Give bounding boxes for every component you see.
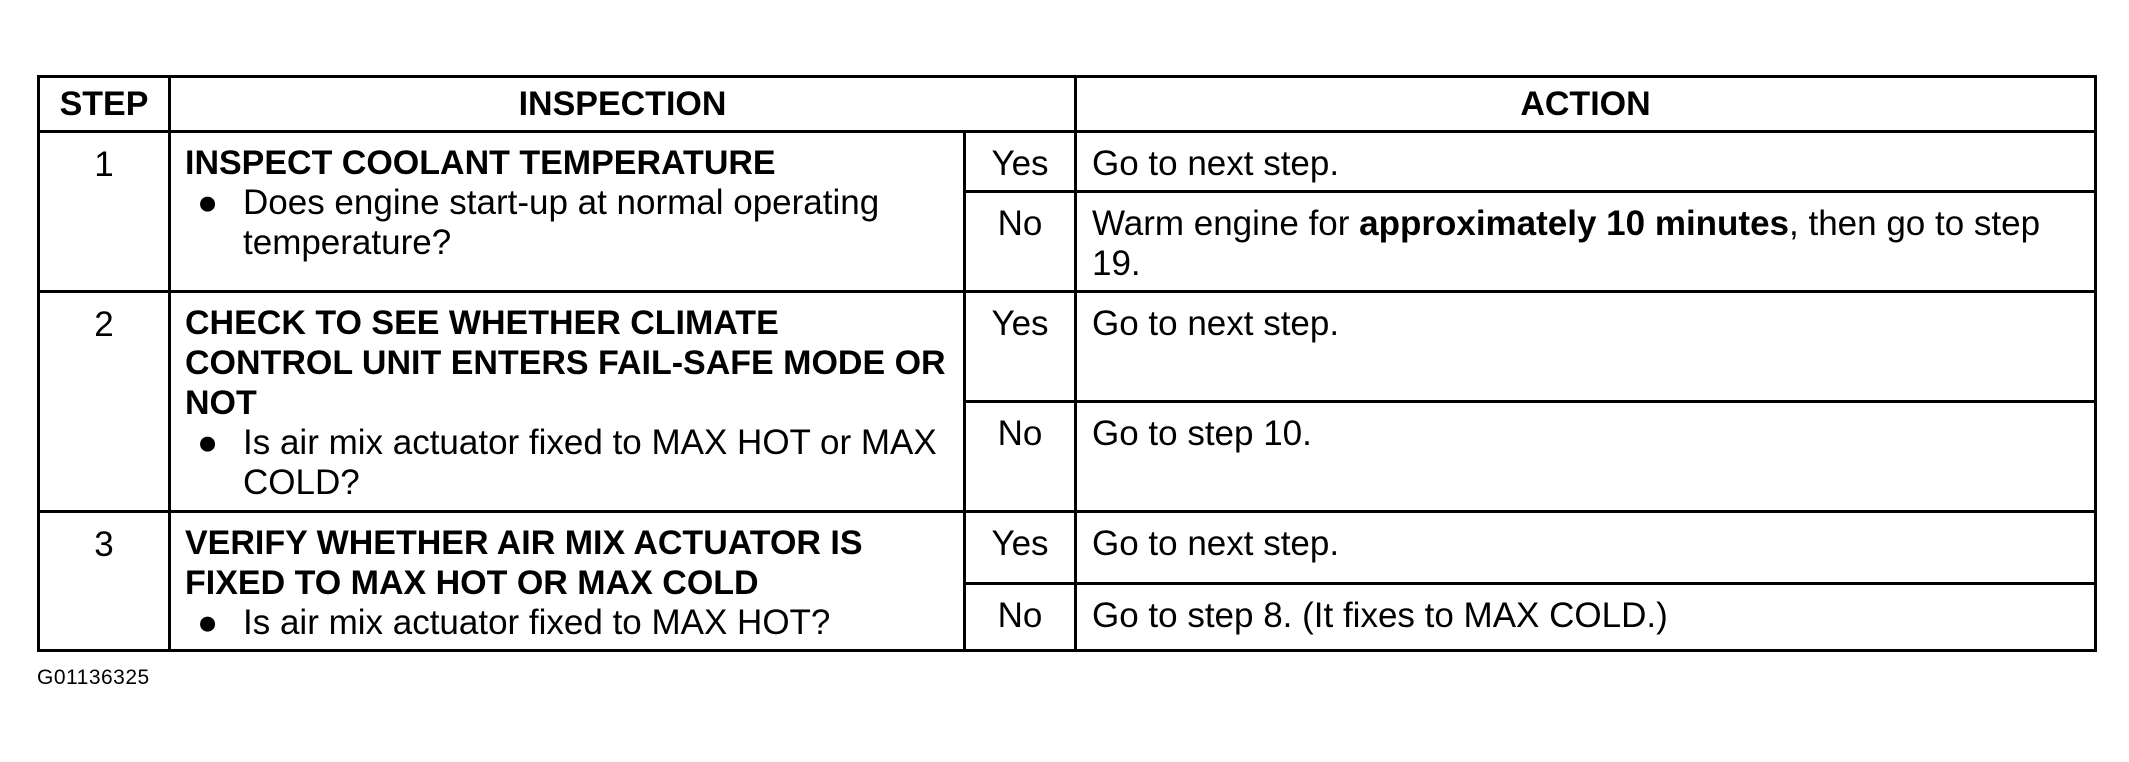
step-1-yes-row: [39, 132, 2096, 192]
inspection-question-text: Does engine start-up at normal operating temperature?: [243, 183, 880, 262]
diagnostic-procedure-table: [37, 75, 2097, 652]
step-number: 3: [39, 512, 170, 651]
action-no-emphasis: approximately 10 minutes: [1359, 204, 1790, 243]
inspection-question-text: Is air mix actuator fixed to MAX HOT?: [243, 603, 831, 642]
inspection-cell: [170, 132, 965, 292]
bullet-icon: ●: [197, 603, 219, 642]
answer-no: No: [965, 402, 1076, 512]
inspection-cell: [170, 512, 965, 651]
inspection-title: CHECK TO SEE WHETHER CLIMATE CONTROL UNIT ENTERS FAIL-SAFE MODE OR NOT: [185, 304, 946, 422]
inspection-title: INSPECT COOLANT TEMPERATURE: [185, 144, 776, 182]
action-no-text-end: , then go to step 19.: [1092, 204, 2041, 283]
step-2-yes-row: [39, 292, 2096, 402]
header-step: STEP: [39, 77, 170, 132]
answer-yes: Yes: [965, 132, 1076, 192]
action-yes: Go to next step.: [1076, 132, 2096, 192]
inspection-title: VERIFY WHETHER AIR MIX ACTUATOR IS FIXED TO MAX HOT OR MAX COLD: [185, 524, 863, 602]
figure-id: G01136325: [37, 666, 150, 689]
action-yes: Go to next step.: [1076, 292, 2096, 402]
answer-no: No: [965, 192, 1076, 292]
action-no: Go to step 10.: [1076, 402, 2096, 512]
bullet-icon: ●: [197, 183, 219, 222]
answer-no: No: [965, 583, 1076, 650]
inspection-question: [185, 603, 951, 643]
step-3-yes-row: [39, 512, 2096, 584]
inspection-question: [185, 423, 951, 503]
action-yes: Go to next step.: [1076, 512, 2096, 584]
action-no: Go to step 8. (It fixes to MAX COLD.): [1076, 583, 2096, 650]
answer-yes: Yes: [965, 292, 1076, 402]
answer-yes: Yes: [965, 512, 1076, 584]
inspection-cell: [170, 292, 965, 512]
inspection-question: [185, 183, 951, 263]
action-no-text: Warm engine for: [1092, 204, 1360, 243]
inspection-question-text: Is air mix actuator fixed to MAX HOT or MAX COLD?: [243, 423, 937, 502]
header-row: [39, 77, 2096, 132]
step-number: 1: [39, 132, 170, 292]
action-no: [1076, 192, 2096, 292]
bullet-icon: ●: [197, 423, 219, 462]
step-number: 2: [39, 292, 170, 512]
header-inspection: INSPECTION: [170, 77, 1076, 132]
header-action: ACTION: [1076, 77, 2096, 132]
